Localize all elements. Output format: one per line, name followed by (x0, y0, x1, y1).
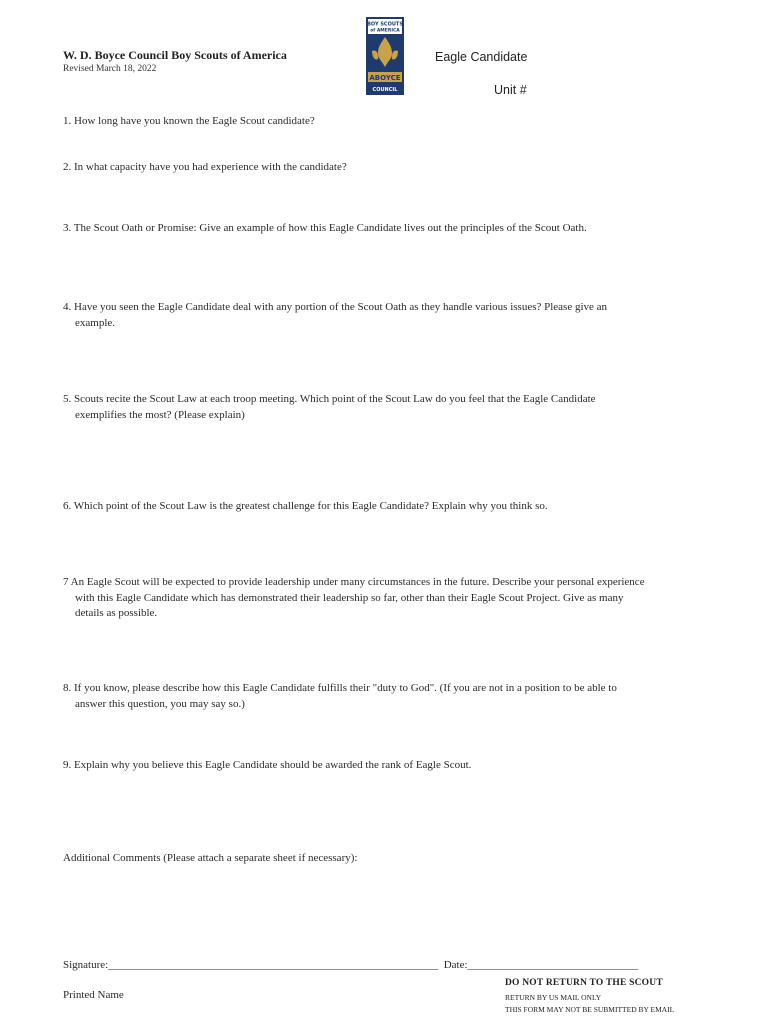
logo-text-1: BOY SCOUTS (367, 21, 403, 28)
council-name: W. D. Boyce Council Boy Scouts of America (63, 48, 287, 62)
question-3 (63, 221, 587, 237)
no-email-notice: THIS FORM MAY NOT BE SUBMITTED BY EMAIL (505, 1005, 675, 1014)
signature-date-line[interactable]: Signature:____________________________________________________________ Date:_______________________________ (63, 959, 639, 971)
mail-only-notice: RETURN BY US MAIL ONLY (505, 993, 602, 1002)
question-8 (63, 681, 617, 712)
do-not-return-notice: DO NOT RETURN TO THE SCOUT (505, 978, 663, 988)
unit-field-label: Unit # (494, 83, 527, 97)
revised-date: Revised March 18, 2022 (63, 64, 157, 74)
question-text-cont: with this Eagle Candidate which has demonstrated their leadership so far, other than their Eagle Scout Project. Give as many (75, 591, 624, 604)
logo-text-2: of AMERICA (370, 28, 400, 34)
question-9 (63, 758, 471, 774)
question-text-cont-2: details as possible. (75, 607, 158, 619)
form-title: Eagle Candidate (435, 50, 528, 64)
question-6 (63, 499, 548, 515)
question-text: 2. In what capacity have you had experience with the candidate? (63, 161, 347, 173)
question-text: 5. Scouts recite the Scout Law at each troop meeting. Which point of the Scout Law do you feel that the Eagle Candidate (63, 393, 596, 405)
question-text-cont: answer this question, you may say so.) (75, 697, 245, 710)
question-text: 6. Which point of the Scout Law is the greatest challenge for this Eagle Candidate? Explain why you think so. (63, 500, 548, 512)
council-logo (366, 17, 404, 95)
question-text: 1. How long have you known the Eagle Scout candidate? (63, 115, 315, 127)
additional-comments-label: Additional Comments (Please attach a separate sheet if necessary): (63, 852, 358, 864)
question-text: 9. Explain why you believe this Eagle Candidate should be awarded the rank of Eagle Scout. (63, 759, 472, 771)
question-text: 3. The Scout Oath or Promise: Give an example of how this Eagle Candidate lives out the principles of the Scout Oath. (63, 222, 587, 234)
question-text: 4. Have you seen the Eagle Candidate deal with any portion of the Scout Oath as they handle various issues? Please give an (63, 301, 608, 313)
logo-text-4: COUNCIL (372, 87, 398, 93)
question-text: 7 An Eagle Scout will be expected to provide leadership under many circumstances in the future. Describe your personal experience (63, 576, 645, 588)
logo-text-3: ABOYCE (369, 74, 401, 82)
question-4 (63, 300, 607, 331)
question-2 (63, 160, 347, 176)
question-text-cont: exemplifies the most? (Please explain) (75, 408, 245, 421)
question-5 (63, 392, 596, 423)
printed-name-label: Printed Name (63, 989, 124, 1001)
question-7 (63, 575, 645, 622)
question-text-cont: example. (75, 316, 116, 329)
question-text: 8. If you know, please describe how this Eagle Candidate fulfills their "duty to God". (If you are not in a position to be able to (63, 682, 617, 694)
question-1 (63, 114, 315, 130)
